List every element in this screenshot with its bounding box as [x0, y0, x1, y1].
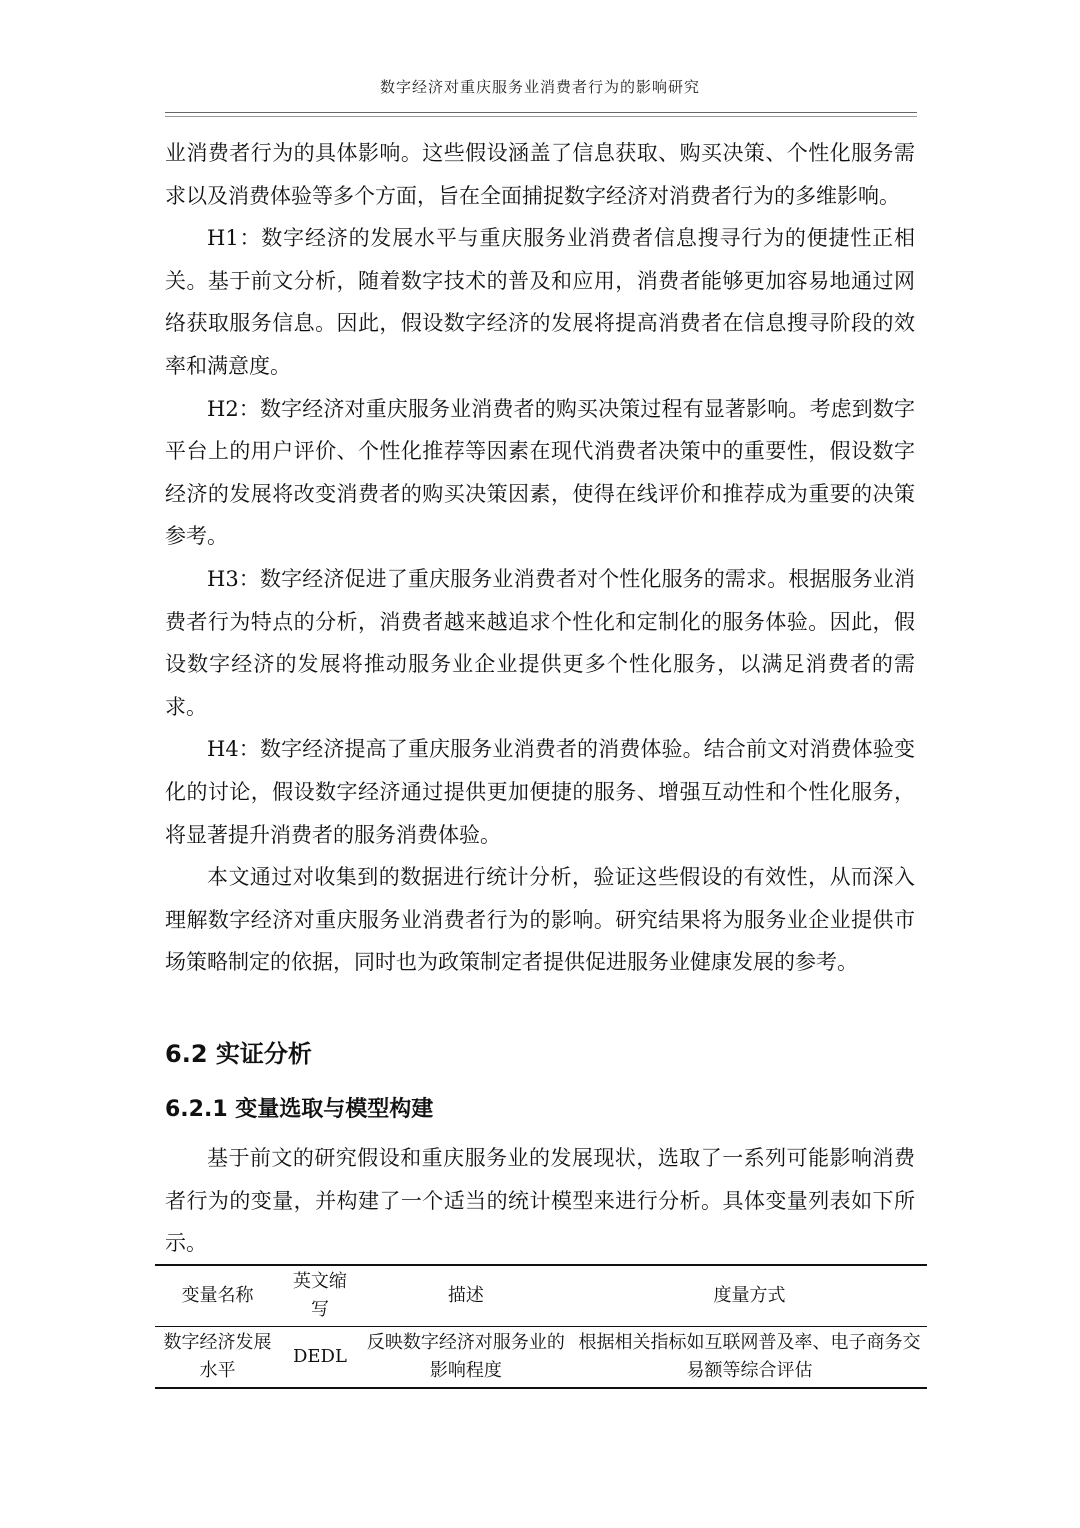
paragraph-h3: H3：数字经济促进了重庆服务业消费者对个性化服务的需求。根据服务业消费者行为特点的分析，消费者越来越追求个性化和定制化的服务体验。因此，假设数字经济的发展将推动服务业企业提供更多个性化服务，以满足消费者的需求。 — [165, 566, 915, 719]
paragraph-conclusion: 本文通过对收集到的数据进行统计分析，验证这些假设的有效性，从而深入理解数字经济对重庆服务业消费者行为的影响。研究结果将为服务业企业提供市场策略制定的依据，同时也为政策制定者提供促进服务业健康发展的参考。 — [165, 865, 915, 975]
body-text — [165, 132, 915, 984]
table-row — [155, 1327, 927, 1389]
running-header: 数字经济对重庆服务业消费者行为的影响研究 — [379, 78, 700, 96]
paragraph-h4: H4：数字经济提高了重庆服务业消费者的消费体验。结合前文对消费体验变化的讨论，假设数字经济通过提供更加便捷的服务、增强互动性和个性化服务，将显著提升消费者的服务消费体验。 — [165, 737, 915, 847]
table-header-row — [155, 1265, 927, 1327]
section-intro — [165, 1137, 915, 1265]
cell-measurement: 根据相关指标如互联网普及率、电子商务交易额等综合评估 — [578, 1332, 921, 1381]
intro-paragraph: 基于前文的研究假设和重庆服务业的发展现状，选取了一系列可能影响消费者行为的变量，并构建了一个适当的统计模型来进行分析。具体变量列表如下所示。 — [165, 1146, 915, 1256]
paragraph-h2: H2：数字经济对重庆服务业消费者的购买决策过程有显著影响。考虑到数字平台上的用户评价、个性化推荐等因素在现代消费者决策中的重要性，假设数字经济的发展将改变消费者的购买决策因素，使得在线评价和推荐成为重要的决策参考。 — [165, 396, 915, 549]
paragraph-h1: H1：数字经济的发展水平与重庆服务业消费者信息搜寻行为的便捷性正相关。基于前文分析，随着数字技术的普及和应用，消费者能够更加容易地通过网络获取服务信息。因此，假设数字经济的发展将提高消费者在信息搜寻阶段的效率和满意度。 — [165, 226, 915, 378]
paragraph-continuation: 业消费者行为的具体影响。这些假设涵盖了信息获取、购买决策、个性化服务需求以及消费体验等多个方面，旨在全面捕捉数字经济对消费者行为的多维影响。 — [165, 141, 915, 208]
header-description: 描述 — [447, 1285, 484, 1306]
header-abbreviation: 英文缩写 — [292, 1271, 347, 1320]
cell-variable-name: 数字经济发展水平 — [163, 1332, 272, 1381]
header-variable-name: 变量名称 — [181, 1285, 254, 1306]
header-measurement: 度量方式 — [713, 1285, 786, 1306]
cell-description: 反映数字经济对服务业的影响程度 — [366, 1332, 565, 1381]
subsection-heading: 6.2.1 变量选取与模型构建 — [165, 1097, 434, 1122]
section-heading: 6.2 实证分析 — [165, 1040, 312, 1068]
header-rule-double — [165, 116, 917, 117]
header-rule — [165, 112, 917, 113]
cell-abbreviation: DEDL — [292, 1346, 347, 1367]
variable-table — [155, 1264, 927, 1389]
